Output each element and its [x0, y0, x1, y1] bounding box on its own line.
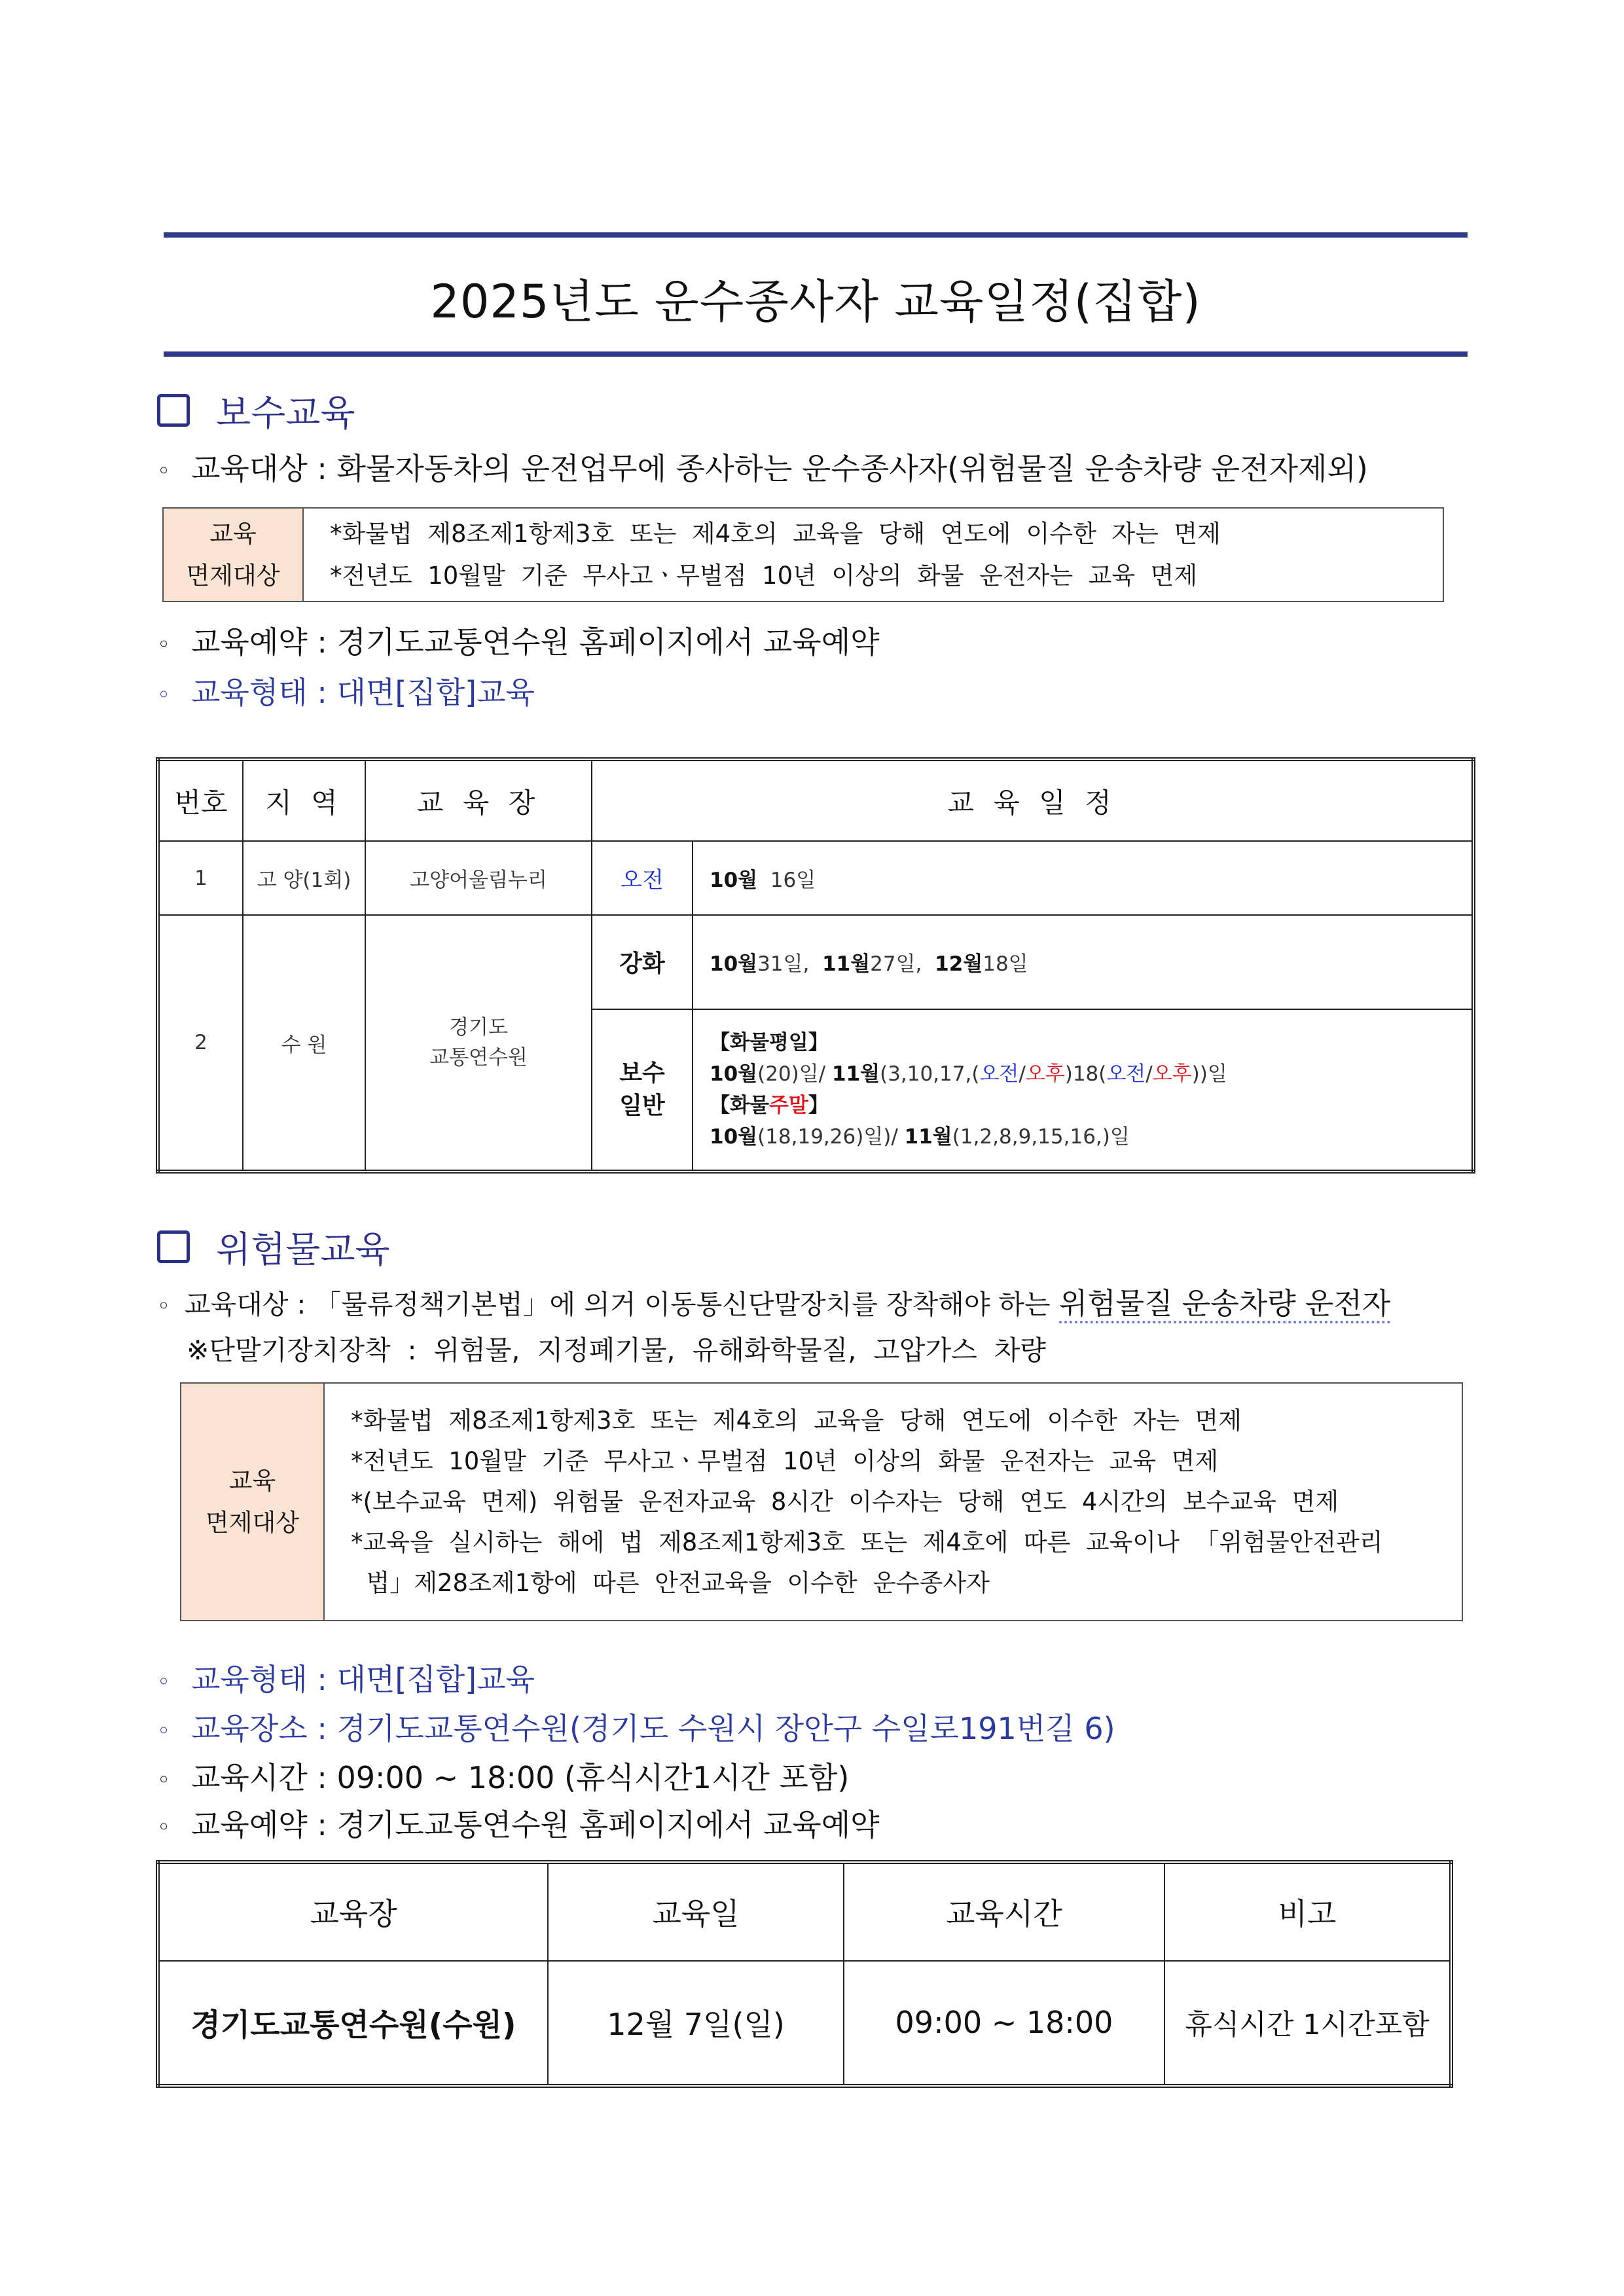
venue-cell: 경기도 교통연수원: [365, 915, 592, 1172]
hazmat-schedule-table: [156, 1860, 1453, 2088]
hazmat-format: ◦ 교육형태 : 대면[집합]교육: [157, 1662, 535, 1697]
hazmat-target: ◦ 교육대상 : 「물류정책기본법」에 의거 이동통신단말장치를 장착해야 하는 위험물질 운송차량 운전자: [157, 1280, 1390, 1322]
table-row: 1 고 양(1회) 고양어울림누리 오전 10월 16일: [158, 841, 1473, 915]
bullet-icon: ◦: [157, 1814, 171, 1840]
exemption-content: *화물법 제8조제1항제3호 또는 제4호의 교육을 당해 연도에 이수한 자는 면제 *전년도 10월말 기준 무사고ㆍ무벌점 10년 이상의 화물 운전자는 교육 면제 *(보수교육 면제) 위험물 운전자교육 8시간 이수자는 당해 연도 4시간의 보수교육 면제 *교육을 실시하는 해에 법 제8조제1항제3호 또는 제4호에 따른 교육이나 「위험물안전관리 법」제28조제1항에 따른 안전교육을 이수한 운수종사자: [324, 1383, 1462, 1621]
table-header-row: [158, 759, 1473, 841]
schedule-table: [156, 757, 1475, 1174]
checkbox-icon: [157, 394, 190, 427]
session-general: 보수 일반: [592, 1009, 693, 1172]
bullet-icon: ◦: [157, 457, 171, 484]
schedule-dates: 10월31일, 11월27일, 12월18일: [693, 915, 1473, 1009]
header-no: 번호: [158, 759, 243, 841]
table-row: 2 수 원 경기도 교통연수원 강화 10월31일, 11월27일, 12월18일: [158, 915, 1473, 1009]
header-region: 지 역: [243, 759, 365, 841]
hazmat-time: ◦ 교육시간 : 09:00 ~ 18:00 (휴식시간1시간 포함): [157, 1760, 850, 1795]
hazmat-booking: ◦ 교육예약 : 경기도교통연수원 홈페이지에서 교육예약: [157, 1807, 880, 1842]
title-rule: [164, 351, 1468, 357]
bullet-icon: ◦: [157, 681, 171, 708]
hazmat-place: ◦ 교육장소 : 경기도교통연수원(경기도 수원시 장안구 수일로191번길 6): [157, 1711, 1115, 1746]
session-advanced: 강화: [592, 915, 693, 1009]
hazmat-target-emphasis: 위험물질 운송차량 운전자: [1059, 1286, 1391, 1323]
exemption-label: 교육 면제대상: [181, 1383, 324, 1621]
exemption-table: [162, 507, 1444, 602]
checkbox-icon: [157, 1230, 190, 1263]
header-schedule: 교 육 일 정: [592, 759, 1473, 841]
bullet-icon: ◦: [157, 631, 171, 658]
device-note: ※단말기장치장착 : 위험물, 지정폐기물, 유해화학물질, 고압가스 차량: [187, 1335, 1047, 1366]
exemption-label: 교육 면제대상: [163, 508, 303, 601]
hazmat-exemption-table: [180, 1382, 1463, 1621]
exemption-content: *화물법 제8조제1항제3호 또는 제4호의 교육을 당해 연도에 이수한 자는 면제 *전년도 10월말 기준 무사고ㆍ무벌점 10년 이상의 화물 운전자는 교육 면제: [303, 508, 1443, 601]
page-title: 2025년도 운수종사자 교육일정(집합): [430, 275, 1201, 329]
bullet-icon: ◦: [157, 1293, 171, 1319]
schedule-dates: 10월 16일: [693, 841, 1473, 915]
bullet-icon: ◦: [157, 1668, 171, 1695]
bullet-icon: ◦: [157, 1717, 171, 1744]
education-format: ◦ 교육형태 : 대면[집합]교육: [157, 675, 535, 710]
education-booking: ◦ 교육예약 : 경기도교통연수원 홈페이지에서 교육예약: [157, 624, 880, 660]
session-am: 오전: [592, 841, 693, 915]
header-venue: 교 육 장: [365, 759, 592, 841]
bullet-icon: ◦: [157, 1767, 171, 1793]
top-rule: [164, 232, 1468, 238]
section-heading-maintenance: 보수교육: [157, 384, 355, 436]
table-header-row: 교육장 교육일 교육시간 비고: [158, 1862, 1451, 1961]
education-target: ◦ 교육대상 : 화물자동차의 운전업무에 종사하는 운수종사자(위험물질 운송차량 운전자제외): [157, 451, 1368, 486]
table-row: 경기도교통연수원(수원) 12월 7일(일) 09:00 ~ 18:00 휴식시간 1시간포함: [158, 1961, 1451, 2086]
schedule-dates: 【화물평일】 10월(20)일/ 11월(3,10,17,(오전/오후)18(오전/오후))일 【화물주말】 10월(18,19,26)일)/ 11월(1,2,8,9,15,16,)일: [693, 1009, 1473, 1172]
section-heading-hazmat: 위험물교육: [157, 1221, 390, 1272]
